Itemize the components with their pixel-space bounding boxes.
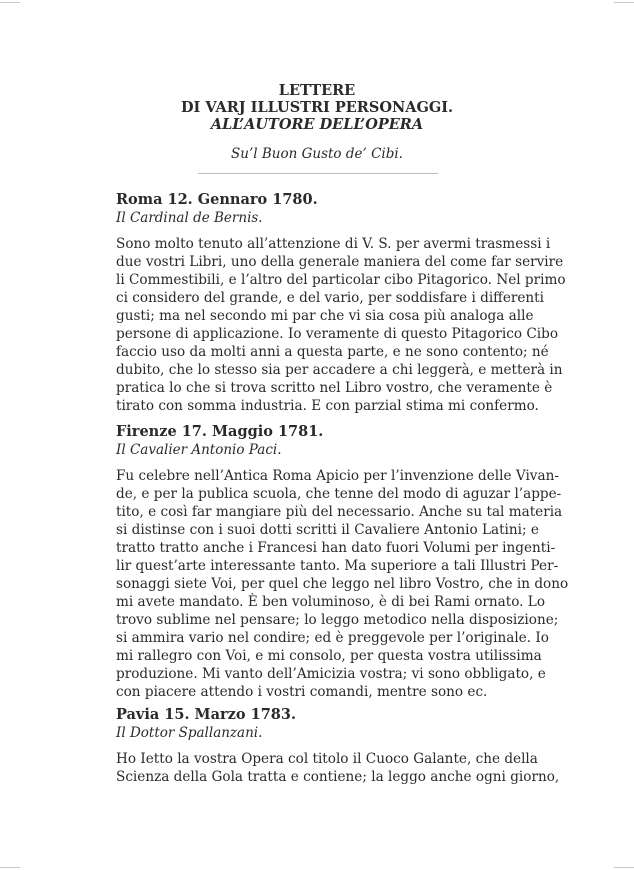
text-line: tirato con somma industria. E con parzial stima mi confermo.	[116, 398, 539, 414]
text-line: Sono molto tenuto all’attenzione di V. S. per avermi trasmessi i	[116, 236, 551, 252]
letter-body	[116, 750, 560, 786]
text-line: pratica lo che si trova scritto nel Libro vostro, che veramente è	[116, 380, 553, 396]
page-title-line2: DI VARJ ILLUSTRI PERSONAGGI.	[180, 99, 454, 116]
letter-body	[116, 467, 569, 701]
page-title: LETTERE	[278, 82, 356, 99]
crop-mark	[614, 867, 634, 868]
letter	[116, 706, 560, 786]
text-line: li Commestibili, e l’altro del particolar cibo Pitagorico. Nel primo	[116, 272, 566, 288]
text-line: faccio uso da molti anni a questa parte, e ne sono contento; né	[116, 344, 549, 360]
text-line: con piacere attendo i vostri comandi, mentre sono ec.	[116, 684, 488, 700]
letter-heading: Pavia 15. Marzo 1783.	[116, 706, 297, 723]
letter-author: Il Dottor Spallanzani.	[116, 725, 263, 741]
text-line: sonaggi siete Voi, per quel che leggo nel libro Vostro, che in dono	[116, 576, 569, 592]
letter-heading: Roma 12. Gennaro 1780.	[116, 191, 318, 208]
text-line: tito, e così far mangiare più del necessario. Anche su tal materia	[116, 504, 563, 520]
text-line: mi rallegro con Voi, e mi consolo, per questa vostra utilissima	[116, 648, 542, 664]
crop-mark	[0, 2, 20, 3]
text-line: Ho Ietto la vostra Opera col titolo il Cuoco Galante, che della	[116, 751, 538, 767]
text-line: trovo sublime nel pensare; lo leggo metodico nella disposizione;	[116, 612, 559, 628]
text-line: mi avete mandato. È ben voluminoso, è di bei Rami ornato. Lo	[116, 594, 545, 610]
letter-author: Il Cavalier Antonio Paci.	[116, 442, 282, 458]
letter-author: Il Cardinal de Bernis.	[116, 210, 263, 226]
letter-body	[116, 235, 566, 415]
text-line: Scienza della Gola tratta e contiene; la leggo anche ogni giorno,	[116, 769, 560, 785]
letter	[116, 191, 566, 415]
crop-mark	[0, 867, 20, 868]
text-line: dubito, che lo stesso sia per accadere a chi leggerà, e metterà in	[116, 362, 563, 378]
text-line: persone di applicazione. Io veramente di questo Pitagorico Cibo	[116, 326, 559, 342]
text-line: gusti; ma nel secondo mi par che vi sia cosa più analoga alle	[116, 308, 534, 324]
letter-heading: Firenze 17. Maggio 1781.	[116, 423, 324, 440]
text-line: si distinse con i suoi dotti scritti il Cavaliere Antonio Latini; e	[116, 522, 539, 538]
page-dedication: ALL’AUTORE DELL’OPERA	[210, 116, 424, 133]
text-line: tratto tratto anche i Francesi han dato fuori Volumi per ingenti-	[116, 540, 556, 556]
text-line: si ammira vario nel condire; ed è preggevole per l’originale. Io	[116, 630, 549, 646]
crop-mark	[614, 2, 634, 3]
text-line: produzione. Mi vanto dell’Amicizia vostra; vi sono obbligato, e	[116, 666, 546, 682]
text-line: lir quest’arte interessante tanto. Ma superiore a tali Illustri Per-	[116, 558, 559, 574]
text-line: Fu celebre nell’Antica Roma Apicio per l’invenzione delle Vivan-	[116, 468, 559, 484]
page-subtitle: Su’l Buon Gusto de’ Cibi.	[231, 146, 403, 162]
text-line: ci considero del grande, e del vario, per soddisfare i differenti	[116, 290, 544, 306]
text-line: due vostri Libri, uno della generale maniera del come far servire	[116, 254, 564, 270]
divider	[198, 173, 438, 174]
text-line: de, e per la publica scuola, che tenne del modo di aguzar l’appe-	[116, 486, 562, 502]
letter	[116, 423, 569, 701]
